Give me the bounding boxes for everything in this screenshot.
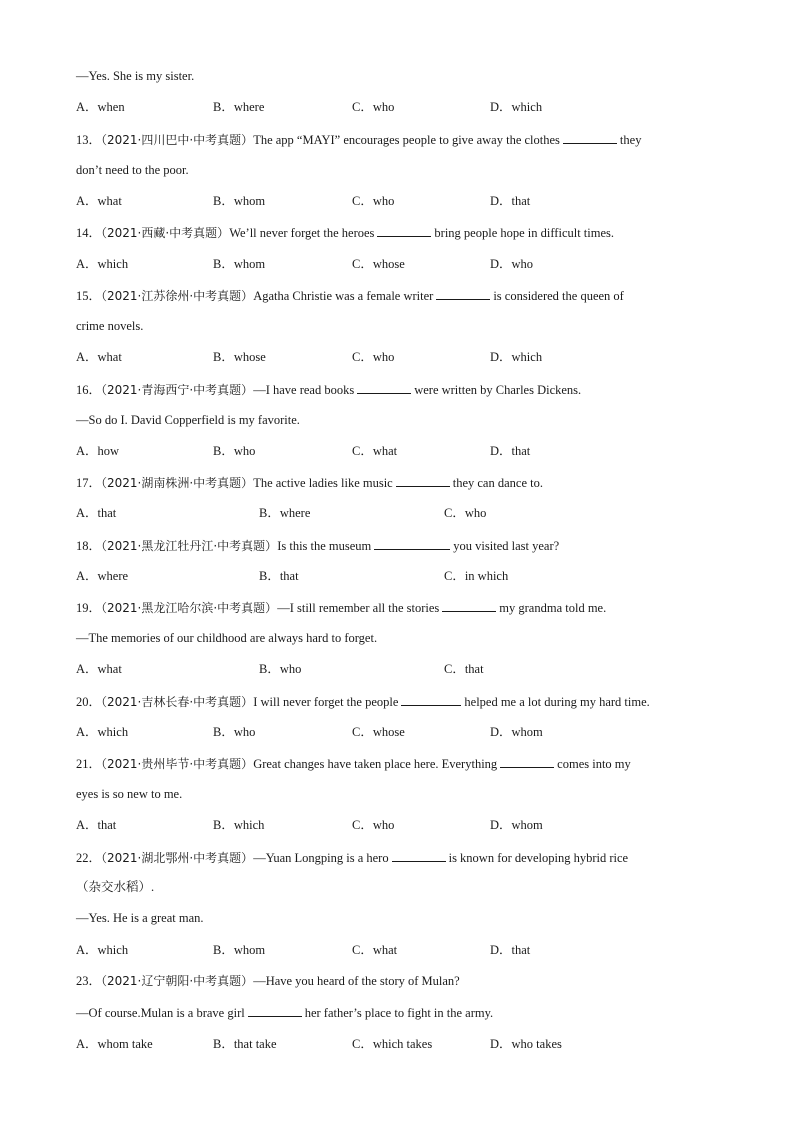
question-22 — [76, 849, 736, 866]
question-18 — [76, 537, 736, 554]
question-text: —I still remember all the stories — [277, 601, 440, 615]
option-c[interactable]: C．that — [444, 662, 484, 676]
option-c[interactable]: C．who — [444, 506, 487, 520]
option-d[interactable]: D．whom — [490, 818, 543, 832]
question-number: 15． — [76, 289, 102, 303]
option-a[interactable]: A．that — [76, 818, 117, 832]
question-text: bring people hope in difficult times. — [434, 226, 615, 240]
option-b[interactable]: B．who — [213, 725, 256, 739]
question-23-line2 — [76, 1004, 736, 1021]
q17-options — [76, 505, 736, 521]
q16-options — [76, 443, 736, 459]
question-number: 19． — [76, 601, 102, 615]
question-text: were written by Charles Dickens. — [414, 383, 582, 397]
question-text: is known for developing hybrid rice — [448, 851, 629, 865]
option-c[interactable]: C．in which — [444, 569, 509, 583]
option-b[interactable]: B．where — [213, 100, 265, 114]
option-a[interactable]: A．what — [76, 194, 122, 208]
question-text: I will never forget the people — [253, 695, 399, 709]
question-17 — [76, 474, 736, 491]
question-text: her father’s place to fight in the army. — [304, 1006, 494, 1020]
option-a[interactable]: A．which — [76, 725, 129, 739]
option-d[interactable]: D．that — [490, 194, 531, 208]
option-b[interactable]: B．whom — [213, 943, 266, 957]
option-a[interactable]: A．when — [76, 100, 125, 114]
question-15 — [76, 287, 736, 304]
option-b[interactable]: B．where — [259, 506, 311, 520]
option-d[interactable]: D．who — [490, 257, 534, 271]
q23-options — [76, 1036, 736, 1052]
question-number: 16． — [76, 383, 102, 397]
option-d[interactable]: D．which — [490, 100, 543, 114]
q21-options — [76, 817, 736, 833]
answer-blank[interactable] — [248, 1004, 302, 1017]
option-a[interactable]: A．how — [76, 444, 120, 458]
question-text: helped me a lot during my hard time. — [464, 695, 650, 709]
question-source: （2021·黑龙江牡丹江·中考真题） — [101, 539, 278, 553]
question-20 — [76, 693, 736, 710]
option-d[interactable]: D．who takes — [490, 1037, 562, 1051]
question-text: The app “MAYI” encourages people to give away the clothes — [253, 133, 560, 147]
question-text: you visited last year? — [453, 539, 560, 553]
question-source: （2021·吉林长春·中考真题） — [101, 695, 254, 709]
question-19 — [76, 599, 736, 616]
question-source: （2021·江苏徐州·中考真题） — [101, 289, 254, 303]
question-source: （2021·湖南株洲·中考真题） — [101, 476, 254, 490]
option-b[interactable]: B．whom — [213, 194, 266, 208]
dialogue-line: —Yes. She is my sister. — [76, 69, 195, 83]
question-source: （2021·西藏·中考真题） — [101, 226, 230, 240]
question-text: Great changes have taken place here. Everything — [253, 757, 498, 771]
answer-blank[interactable] — [392, 849, 446, 862]
question-21-line2: eyes is so new to me. — [76, 787, 183, 801]
question-text: We’ll never forget the heroes — [229, 226, 375, 240]
option-c[interactable]: C．whose — [352, 257, 405, 271]
question-text: —Of course.Mulan is a brave girl — [76, 1006, 245, 1020]
q12-options — [76, 99, 736, 115]
option-d[interactable]: D．that — [490, 444, 531, 458]
option-c[interactable]: C．what — [352, 943, 398, 957]
question-21 — [76, 755, 736, 772]
option-c[interactable]: C．what — [352, 444, 398, 458]
question-text: —I have read books — [253, 383, 355, 397]
option-b[interactable]: B．who — [213, 444, 256, 458]
option-c[interactable]: C．who — [352, 194, 395, 208]
question-source: （2021·四川巴中·中考真题） — [101, 133, 254, 147]
q20-options — [76, 724, 736, 740]
answer-blank[interactable] — [357, 381, 411, 394]
answer-blank[interactable] — [500, 755, 554, 768]
question-text: The active ladies like music — [253, 476, 393, 490]
answer-blank[interactable] — [563, 131, 617, 144]
question-source: （2021·贵州毕节·中考真题） — [101, 757, 254, 771]
option-a[interactable]: A．whom take — [76, 1037, 153, 1051]
question-number: 17． — [76, 476, 102, 490]
q19-options — [76, 661, 736, 677]
q18-options — [76, 568, 736, 584]
q13-options — [76, 193, 736, 209]
question-23 — [76, 973, 736, 989]
answer-blank[interactable] — [401, 693, 461, 706]
option-a[interactable]: A．which — [76, 257, 129, 271]
option-a[interactable]: A．which — [76, 943, 129, 957]
answer-blank[interactable] — [377, 224, 431, 237]
option-a[interactable]: A．what — [76, 662, 122, 676]
option-d[interactable]: D．that — [490, 943, 531, 957]
option-b[interactable]: B．that take — [213, 1037, 277, 1051]
question-text: comes into my — [557, 757, 631, 771]
question-22-line2: （杂交水稻）. — [76, 880, 155, 894]
question-text: Is this the museum — [277, 539, 372, 553]
option-a[interactable]: A．what — [76, 350, 122, 364]
option-b[interactable]: B．whom — [213, 257, 266, 271]
question-number: 23． — [76, 974, 102, 988]
option-b[interactable]: B．whose — [213, 350, 266, 364]
question-number: 21． — [76, 757, 102, 771]
question-text: they can dance to. — [452, 476, 543, 490]
question-13-line2: don’t need to the poor. — [76, 163, 189, 177]
question-text: my grandma told me. — [499, 601, 607, 615]
question-15-line2: crime novels. — [76, 319, 144, 333]
option-c[interactable]: C．whose — [352, 725, 405, 739]
option-c[interactable]: C．who — [352, 100, 395, 114]
option-a[interactable]: A．that — [76, 506, 117, 520]
question-number: 20． — [76, 695, 102, 709]
question-source: （2021·青海西宁·中考真题） — [101, 383, 254, 397]
question-text: is considered the queen of — [493, 289, 624, 303]
q14-options — [76, 256, 736, 272]
question-source: （2021·黑龙江哈尔滨·中考真题） — [101, 601, 278, 615]
question-14 — [76, 224, 736, 241]
option-b[interactable]: B．who — [259, 662, 302, 676]
answer-blank[interactable] — [442, 599, 496, 612]
q22-options — [76, 942, 736, 958]
question-22-line3: —Yes. He is a great man. — [76, 911, 204, 925]
option-a[interactable]: A．where — [76, 569, 129, 583]
option-c[interactable]: C．who — [352, 818, 395, 832]
question-16-line2: —So do I. David Copperfield is my favorite. — [76, 413, 300, 427]
question-text: —Have you heard of the story of Mulan? — [253, 974, 460, 988]
question-13 — [76, 131, 736, 148]
answer-blank[interactable] — [396, 474, 450, 487]
question-text: Agatha Christie was a female writer — [253, 289, 434, 303]
question-19-line2: —The memories of our childhood are always hard to forget. — [76, 631, 378, 645]
question-text: —Yuan Longping is a hero — [253, 851, 389, 865]
question-text: they — [619, 133, 642, 147]
question-number: 14． — [76, 226, 102, 240]
question-source: （2021·湖北鄂州·中考真题） — [101, 851, 254, 865]
answer-blank[interactable] — [374, 537, 450, 550]
option-d[interactable]: D．which — [490, 350, 543, 364]
question-number: 22． — [76, 851, 102, 865]
option-c[interactable]: C．which takes — [352, 1037, 433, 1051]
option-d[interactable]: D．whom — [490, 725, 543, 739]
question-number: 18． — [76, 539, 102, 553]
option-b[interactable]: B．that — [259, 569, 299, 583]
q15-options — [76, 349, 736, 365]
option-c[interactable]: C．who — [352, 350, 395, 364]
option-b[interactable]: B．which — [213, 818, 265, 832]
question-source: （2021·辽宁朝阳·中考真题） — [101, 974, 254, 988]
answer-blank[interactable] — [436, 287, 490, 300]
question-16 — [76, 381, 736, 398]
question-number: 13． — [76, 133, 102, 147]
